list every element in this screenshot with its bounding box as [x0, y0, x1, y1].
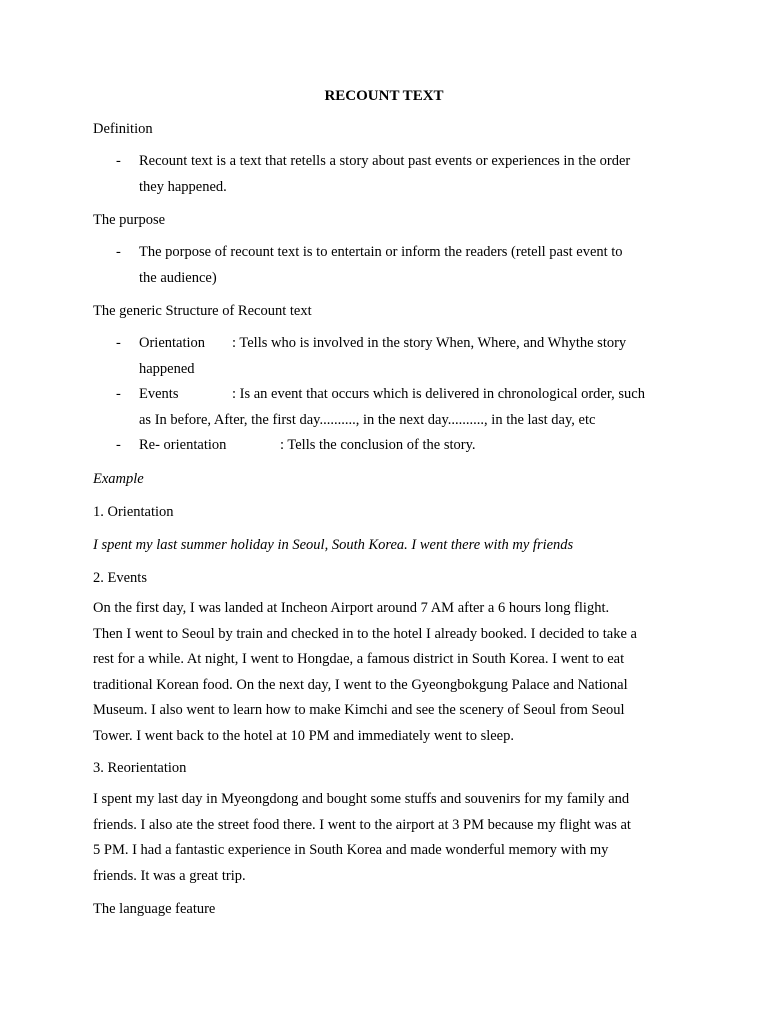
paragraph-line: friends. It was a great trip.	[93, 867, 246, 884]
bullet-dash: -	[116, 437, 121, 453]
structure-term: Events	[139, 386, 179, 402]
structure-item-events	[93, 382, 683, 433]
paragraph-line: Museum. I also went to learn how to make Kimchi and see the scenery of Seoul from Seoul	[93, 702, 625, 718]
paragraph-line: On the first day, I was landed at Incheon Airport around 7 AM after a 6 hours long flight.	[93, 600, 610, 616]
bullet-dash: -	[116, 386, 121, 402]
reorientation-paragraph	[93, 787, 683, 889]
paragraph-line: Tower. I went back to the hotel at 10 PM and immediately went to sleep.	[93, 727, 514, 744]
structure-item-orientation	[93, 331, 683, 382]
bullet-dash: -	[116, 244, 121, 260]
structure-item-reorientation	[93, 433, 683, 459]
paragraph-line: Then I went to Seoul by train and checked in to the hotel I already booked. I decided to take a	[93, 625, 637, 642]
structure-desc: : Tells who is involved in the story When, Where, and Whythe story	[232, 335, 627, 351]
structure-desc-cont: happened	[139, 360, 195, 377]
paragraph-line: I spent my last day in Myeongdong and bought some stuffs and souvenirs for my family and	[93, 791, 630, 807]
purpose-heading: The purpose	[93, 212, 166, 228]
definition-bullet	[93, 149, 683, 200]
example-heading: Example	[93, 471, 144, 487]
purpose-text: The porpose of recount text is to entertain or inform the readers (retell past event to the audience)	[139, 244, 623, 286]
definition-text: Recount text is a text that retells a story about past events or experiences in the order they happened.	[139, 153, 631, 195]
definition-heading: Definition	[93, 121, 153, 137]
language-feature-heading: The language feature	[93, 901, 216, 917]
structure-heading: The generic Structure of Recount text	[93, 303, 312, 319]
structure-term: Orientation	[139, 335, 206, 351]
paragraph-line: 5 PM. I had a fantastic experience in South Korea and made wonderful memory with my	[93, 842, 609, 858]
document-title: RECOUNT TEXT	[324, 88, 444, 104]
orientation-heading: 1. Orientation	[93, 504, 174, 520]
reorientation-heading: 3. Reorientation	[93, 760, 187, 776]
paragraph-line: rest for a while. At night, I went to Hongdae, a famous district in South Korea. I went to eat	[93, 651, 625, 667]
events-paragraph	[93, 596, 683, 749]
paragraph-line: friends. I also ate the street food there. I went to the airport at 3 PM because my flight was at	[93, 816, 631, 833]
structure-term: Re- orientation	[139, 437, 227, 453]
purpose-bullet	[93, 240, 683, 291]
bullet-dash: -	[116, 335, 121, 351]
bullet-dash: -	[116, 153, 121, 169]
structure-desc-cont: as In before, After, the first day.........., in the next day.........., in the last day, etc	[139, 411, 596, 428]
orientation-text: I spent my last summer holiday in Seoul, South Korea. I went there with my friends	[93, 537, 574, 553]
structure-desc: : Is an event that occurs which is delivered in chronological order, such	[232, 386, 645, 402]
paragraph-line: traditional Korean food. On the next day, I went to the Gyeongbokgung Palace and National	[93, 676, 628, 693]
events-heading: 2. Events	[93, 570, 147, 586]
structure-desc: : Tells the conclusion of the story.	[280, 437, 476, 453]
